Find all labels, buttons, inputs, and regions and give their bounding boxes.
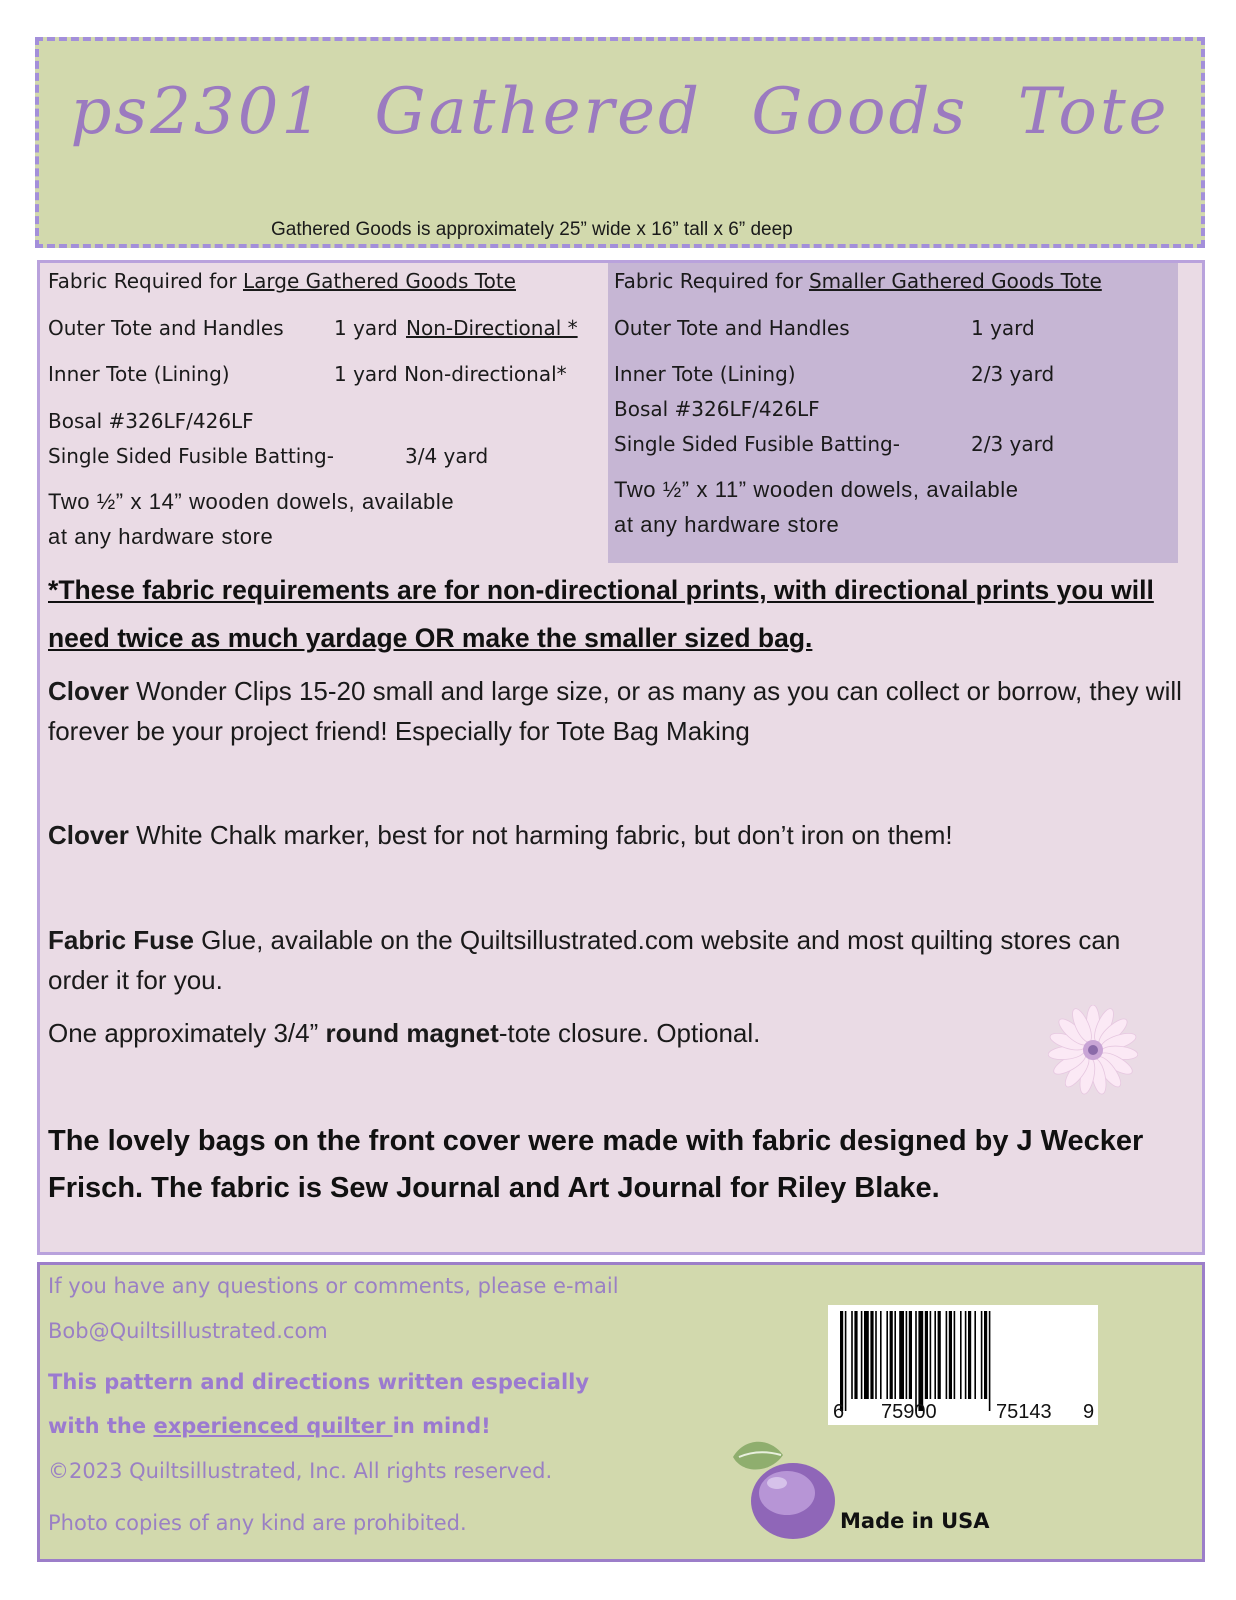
- small-tote-heading: Fabric Required for Smaller Gathered Goods Tote: [614, 269, 1102, 293]
- barcode-bars: [828, 1305, 1098, 1425]
- contact-prompt: If you have any questions or comments, please e-mail: [48, 1274, 619, 1298]
- audience-line2: with the experienced quilter in mind!: [48, 1414, 491, 1438]
- barcode-bar: [981, 1311, 983, 1399]
- large-batting-label: Single Sided Fusible Batting-: [48, 444, 334, 468]
- small-bosal: Bosal #326LF/426LF: [614, 397, 820, 421]
- footer-panel: [37, 1262, 1205, 1562]
- barcode-bar: [915, 1311, 917, 1411]
- wonder-clips-item: Clover Wonder Clips 15-20 small and large size, or as many as you can collect or borrow, they will forever be your project friend! Especially for Tote Bag Making: [48, 676, 1182, 746]
- small-dowels-line2: at any hardware store: [614, 512, 840, 537]
- small-tote-requirements: [608, 263, 1178, 563]
- photocopy-notice: Photo copies of any kind are prohibited.: [48, 1511, 467, 1535]
- large-dowels-line2: at any hardware store: [48, 524, 274, 549]
- barcode-bar: [918, 1311, 923, 1411]
- barcode-bar: [899, 1311, 904, 1399]
- barcode-bar: [845, 1311, 847, 1411]
- small-inner-label: Inner Tote (Lining): [614, 362, 796, 386]
- small-dowels-line1: Two ½” x 11” wooden dowels, available: [614, 477, 1019, 502]
- small-inner-qty: 2/3 yard: [971, 362, 1055, 386]
- plum-logo-icon: [725, 1435, 845, 1545]
- barcode-bar: [909, 1311, 912, 1399]
- barcode-bar: [894, 1311, 896, 1399]
- barcode-bar: [875, 1311, 877, 1399]
- barcode-bar: [968, 1311, 971, 1399]
- barcode-bar: [954, 1311, 956, 1399]
- barcode-bar: [974, 1311, 976, 1399]
- requirements-panel: [37, 260, 1205, 1255]
- large-bosal: Bosal #326LF/426LF: [48, 409, 254, 433]
- barcode-bar: [934, 1311, 936, 1399]
- barcode-bar: [864, 1311, 869, 1399]
- barcode-bar: [960, 1311, 962, 1399]
- directional-print-warning: *These fabric requirements are for non-directional prints, with directional prints you will need twice as much yardage OR make the smaller sized bag.: [48, 575, 1154, 653]
- barcode-bar: [965, 1311, 967, 1399]
- copyright-notice: ©2023 Quiltsillustrated, Inc. All rights reserved.: [48, 1459, 553, 1483]
- large-outer-label: Outer Tote and Handles: [48, 316, 284, 340]
- barcode-bar: [906, 1311, 908, 1399]
- large-batting-qty: 3/4 yard: [405, 444, 489, 468]
- large-tote-heading-link: Large Gathered Goods Tote: [242, 269, 516, 293]
- large-inner-qty: 1 yard Non-directional*: [334, 362, 567, 386]
- barcode-bar: [949, 1311, 952, 1399]
- barcode-bar: [861, 1311, 863, 1399]
- large-dowels-line1: Two ½” x 14” wooden dowels, available: [48, 489, 455, 514]
- large-tote-heading: Fabric Required for Large Gathered Goods Tote: [48, 269, 516, 293]
- barcode-bar: [946, 1311, 948, 1399]
- large-outer-note: Non-Directional *: [406, 316, 578, 340]
- small-outer-qty: 1 yard: [971, 316, 1035, 340]
- barcode-bar: [890, 1311, 893, 1399]
- barcode-digits-right: 75143: [996, 1401, 1052, 1423]
- large-outer-qty: 1 yard: [334, 316, 398, 340]
- barcode-bar: [938, 1311, 941, 1399]
- barcode-bar: [989, 1311, 991, 1411]
- made-in-usa: Made in USA: [840, 1509, 990, 1533]
- audience-line1: This pattern and directions written especially: [48, 1370, 590, 1394]
- large-inner-label: Inner Tote (Lining): [48, 362, 230, 386]
- magnet-item: One approximately 3/4” round magnet-tote closure. Optional.: [48, 1018, 761, 1048]
- small-tote-heading-link: Smaller Gathered Goods Tote: [808, 269, 1102, 293]
- fabric-credit: The lovely bags on the front cover were made with fabric designed by J Wecker Frisch. The fabric is Sew Journal and Art Journal for Riley Blake.: [48, 1125, 1144, 1204]
- title-banner: [35, 37, 1205, 248]
- barcode-bar: [870, 1311, 873, 1399]
- chalk-marker-item: Clover White Chalk marker, best for not harming fabric, but don’t iron on them!: [48, 820, 953, 850]
- barcode-bar: [854, 1311, 857, 1399]
- experienced-quilter-link: experienced quilter: [153, 1414, 393, 1438]
- barcode: [828, 1305, 1098, 1425]
- barcode-digit-last: 9: [1083, 1401, 1095, 1423]
- barcode-bar: [925, 1311, 928, 1399]
- barcode-digits-left: 75900: [881, 1401, 937, 1423]
- barcode-bar: [886, 1311, 888, 1399]
- barcode-bar: [880, 1311, 882, 1399]
- pattern-title: ps2301 Gathered Goods Tote: [70, 75, 1170, 149]
- small-batting-qty: 2/3 yard: [971, 432, 1055, 456]
- bag-dimensions: Gathered Goods is approximately 25” wide x 16” tall x 6” deep: [271, 219, 793, 240]
- barcode-bar: [930, 1311, 932, 1399]
- barcode-bar: [840, 1311, 843, 1411]
- small-outer-label: Outer Tote and Handles: [614, 316, 850, 340]
- barcode-bar: [851, 1311, 853, 1399]
- barcode-digit-first: 6: [833, 1401, 845, 1423]
- barcode-bar: [984, 1311, 987, 1399]
- fabric-fuse-item: Fabric Fuse Glue, available on the Quiltsillustrated.com website and most quilting stores can order it for you.: [48, 925, 1121, 995]
- flower-icon: [1048, 1005, 1138, 1095]
- contact-email[interactable]: Bob@Quiltsillustrated.com: [48, 1319, 328, 1343]
- small-batting-label: Single Sided Fusible Batting-: [614, 432, 900, 456]
